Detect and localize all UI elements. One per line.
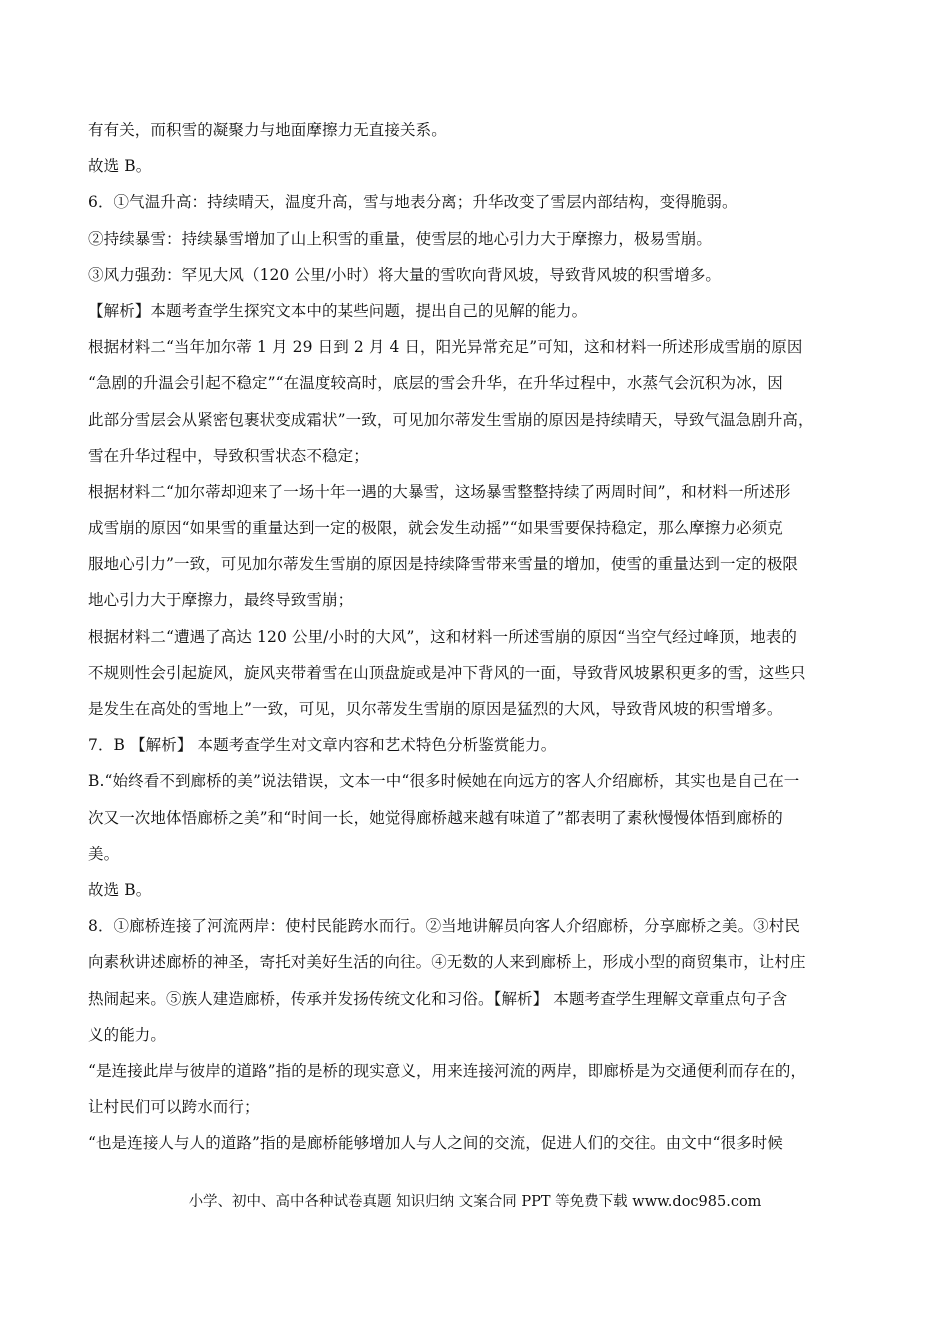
text-line: 向素秋讲述廊桥的神圣，寄托对美好生活的向往。④无数的人来到廊桥上，形成小型的商贸集市，让村庄 bbox=[88, 953, 806, 972]
text-line: 成雪崩的原因“如果雪的重量达到一定的极限，就会发生动摇”“如果雪要保持稳定，那么摩擦力必须克 bbox=[88, 519, 783, 538]
text-line: B.“始终看不到廊桥的美”说法错误，文本一中“很多时候她在向远方的客人介绍廊桥，其实也是自己在一 bbox=[88, 772, 800, 791]
text-line: 故选 B。 bbox=[88, 880, 152, 899]
text-line: 根据材料二“遭遇了高达 120 公里/小时的大风”，这和材料一所述雪崩的原因“当空气经过峰顶，地表的 bbox=[88, 627, 797, 646]
text-line: “急剧的升温会引起不稳定”“在温度较高时，底层的雪会升华，在升华过程中，水蒸气会沉积为冰，因 bbox=[88, 374, 783, 393]
text-line: 次又一次地体悟廊桥之美”和“时间一长，她觉得廊桥越来越有味道了”都表明了素秋慢慢体悟到廊桥的 bbox=[88, 808, 783, 827]
text-line: 6．①气温升高：持续晴天，温度升高，雪与地表分离；升华改变了雪层内部结构，变得脆弱。 bbox=[88, 193, 738, 212]
text-line: 故选 B。 bbox=[88, 157, 152, 176]
text-line: “是连接此岸与彼岸的道路”指的是桥的现实意义，用来连接河流的两岸，即廊桥是为交通便利而存在的， bbox=[88, 1061, 807, 1080]
text-line: 此部分雪层会从紧密包裹状变成霜状”一致，可见加尔蒂发生雪崩的原因是持续晴天，导致气温急剧升高， bbox=[88, 410, 814, 429]
page-footer: 小学、初中、高中各种试卷真题 知识归纳 文案合同 PPT 等免费下载 www.doc985.com bbox=[188, 1194, 762, 1210]
text-line: 热闹起来。⑤族人建造廊桥，传承并发扬传统文化和习俗。【解析】 本题考查学生理解文章重点句子含 bbox=[88, 989, 788, 1008]
text-line: ③风力强劲：罕见大风（120 公里/小时）将大量的雪吹向背风坡，导致背风坡的积雪增多。 bbox=[88, 265, 722, 284]
text-line: 服地心引力”一致，可见加尔蒂发生雪崩的原因是持续降雪带来雪量的增加，使雪的重量达到一定的极限 bbox=[88, 555, 799, 574]
text-line: 有有关，而积雪的凝聚力与地面摩擦力无直接关系。 bbox=[88, 121, 447, 139]
text-line: “也是连接人与人的道路”指的是廊桥能够增加人与人之间的交流，促进人们的交往。由文中“很多时候 bbox=[88, 1134, 783, 1153]
text-line: ②持续暴雪：持续暴雪增加了山上积雪的重量，使雪层的地心引力大于摩擦力，极易雪崩。 bbox=[88, 229, 713, 248]
text-line: 【解析】本题考查学生探究文本中的某些问题，提出自己的见解的能力。 bbox=[88, 301, 588, 320]
text-line: 不规则性会引起旋风，旋风夹带着雪在山顶盘旋或是冲下背风的一面，导致背风坡累积更多的雪，这些只 bbox=[88, 663, 806, 682]
document-body bbox=[88, 112, 870, 1161]
text-line: 美。 bbox=[88, 844, 120, 863]
text-line: 地心引力大于摩擦力，最终导致雪崩； bbox=[88, 591, 354, 610]
text-line: 雪在升华过程中，导致积雪状态不稳定； bbox=[88, 446, 369, 465]
text-line: 义的能力。 bbox=[88, 1025, 167, 1044]
text-line: 根据材料二“当年加尔蒂 1 月 29 日到 2 月 4 日，阳光异常充足”可知，这和材料一所述形成雪崩的原因 bbox=[88, 338, 803, 357]
text-line: 根据材料二“加尔蒂却迎来了一场十年一遇的大暴雪，这场暴雪整整持续了两周时间”，和材料一所述形 bbox=[88, 482, 791, 501]
text-line: 7．B 【解析】 本题考查学生对文章内容和艺术特色分析鉴赏能力。 bbox=[88, 736, 557, 755]
text-line: 8．①廊桥连接了河流两岸：使村民能跨水而行。②当地讲解员向客人介绍廊桥，分享廊桥之美。③村民 bbox=[88, 917, 800, 936]
text-line: 是发生在高处的雪地上”一致，可见，贝尔蒂发生雪崩的原因是猛烈的大风，导致背风坡的积雪增多。 bbox=[88, 700, 783, 718]
text-line: 让村民们可以跨水而行； bbox=[88, 1098, 260, 1117]
